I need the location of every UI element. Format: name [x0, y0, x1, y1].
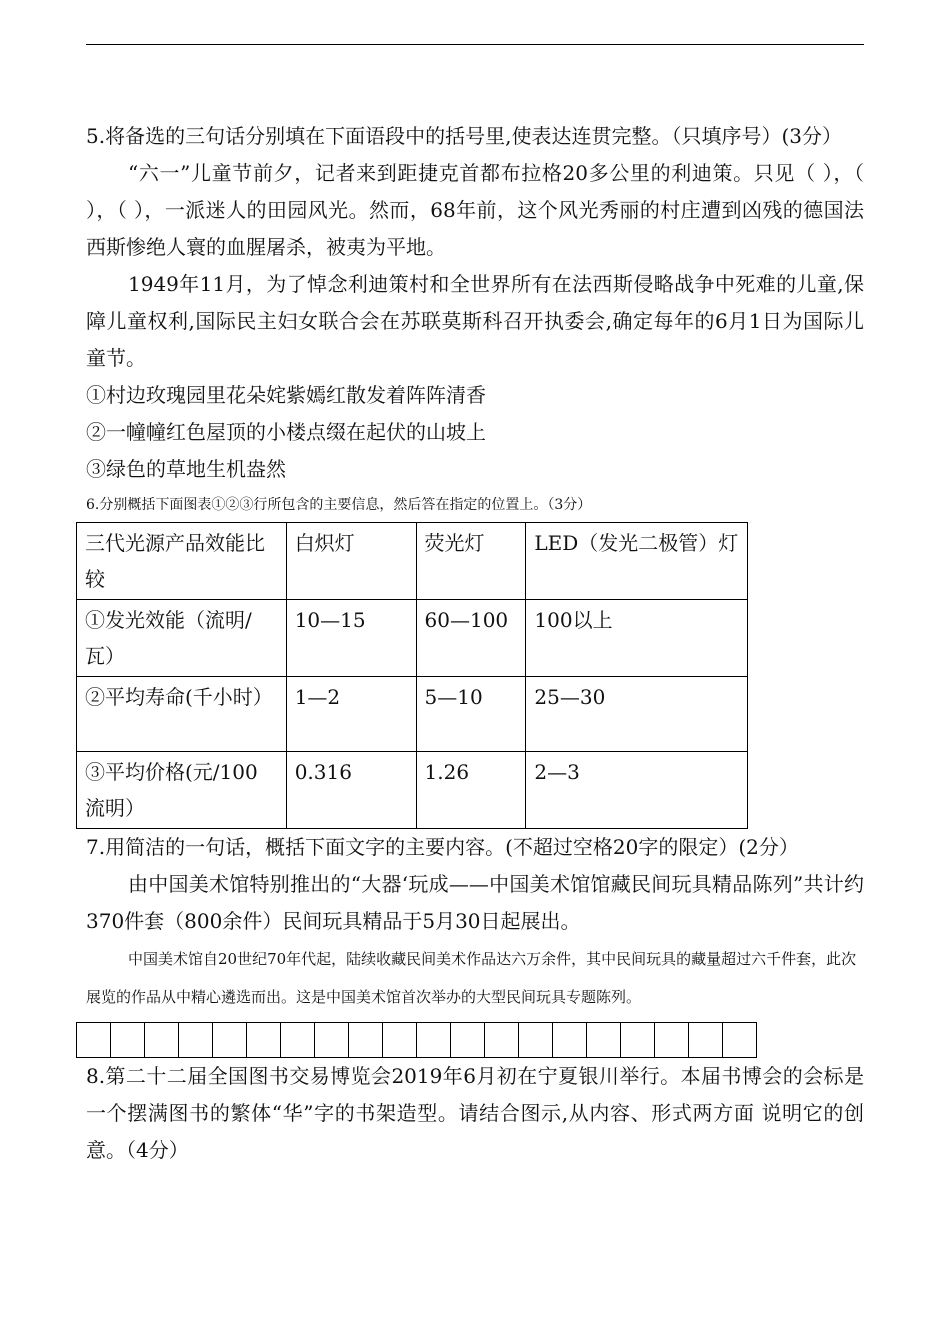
- q6-heading: 6.分别概括下面图表①②③行所包含的主要信息，然后答在指定的位置上。（3分）: [86, 497, 592, 513]
- exam-page: [86, 118, 864, 1169]
- table-row: [77, 677, 748, 752]
- table-cell: 三代光源产品效能比较: [77, 523, 287, 600]
- table-cell: 25—30: [526, 677, 748, 752]
- answer-cell[interactable]: [552, 1022, 587, 1058]
- answer-cell[interactable]: [450, 1022, 485, 1058]
- answer-cell[interactable]: [280, 1022, 315, 1058]
- table-row: [77, 752, 748, 829]
- table-cell: LED（发光二极管）灯: [526, 523, 748, 600]
- table-cell: 0.316: [286, 752, 416, 829]
- answer-cell[interactable]: [76, 1022, 111, 1058]
- answer-cell[interactable]: [416, 1022, 451, 1058]
- answer-cell[interactable]: [620, 1022, 655, 1058]
- answer-cell[interactable]: [722, 1022, 757, 1058]
- q5-option-2: ②一幢幢红色屋顶的小楼点缀在起伏的山坡上: [86, 420, 486, 444]
- table-cell: 1.26: [416, 752, 526, 829]
- table-cell: 10—15: [286, 600, 416, 677]
- table-row: [77, 600, 748, 677]
- table-header-row: [77, 523, 748, 600]
- answer-cell[interactable]: [212, 1022, 247, 1058]
- q5-paragraph-2: 1949年11月，为了悼念利迪策村和全世界所有在法西斯侵略战争中死难的儿童,保障儿童权利,国际民主妇女联合会在苏联莫斯科召开执委会,确定每年的6月1日为国际儿童节。: [86, 272, 864, 370]
- q5-heading: 5.将备选的三句话分别填在下面语段中的括号里,使表达连贯完整。（只填序号）(3分）: [86, 124, 842, 148]
- table-cell: ②平均寿命(千小时）: [77, 677, 287, 752]
- answer-grid: [76, 1022, 864, 1058]
- table-cell: 5—10: [416, 677, 526, 752]
- table-cell: 1—2: [286, 677, 416, 752]
- table-cell: ③平均价格(元/100流明）: [77, 752, 287, 829]
- q8-heading: 8.第二十二届全国图书交易博览会2019年6月初在宁夏银川举行。本届书博会的会标是一个摆满图书的繁体“华”字的书架造型。请结合图示,从内容、形式两方面 说明它的创意。（4分）: [86, 1064, 864, 1162]
- table-cell: 荧光灯: [416, 523, 526, 600]
- answer-cell[interactable]: [382, 1022, 417, 1058]
- efficiency-table: [76, 522, 748, 829]
- answer-cell[interactable]: [144, 1022, 179, 1058]
- answer-cell[interactable]: [314, 1022, 349, 1058]
- q7-paragraph-1: 由中国美术馆特别推出的“大器‘玩成——中国美术馆馆藏民间玩具精品陈列”共计约370件套（800余件）民间玩具精品于5月30日起展出。: [86, 872, 864, 933]
- answer-cell[interactable]: [518, 1022, 553, 1058]
- table-cell: 白炽灯: [286, 523, 416, 600]
- answer-cell[interactable]: [348, 1022, 383, 1058]
- table-cell: ①发光效能（流明/瓦）: [77, 600, 287, 677]
- answer-cell[interactable]: [688, 1022, 723, 1058]
- q5-paragraph-1: “六一”儿童节前夕，记者来到距捷克首都布拉格20多公里的利迪策。只见（ ），（ ），（ ），一派迷人的田园风光。然而，68年前，这个风光秀丽的村庄遭到凶残的德国法西斯惨绝人寰的血腥屠杀，被夷为平地。: [86, 161, 864, 259]
- answer-cell[interactable]: [586, 1022, 621, 1058]
- table-cell: 100以上: [526, 600, 748, 677]
- q5-option-3: ③绿色的草地生机盎然: [86, 457, 286, 481]
- answer-cell[interactable]: [484, 1022, 519, 1058]
- q5-option-1: ①村边玫瑰园里花朵姹紫嫣红散发着阵阵清香: [86, 383, 486, 407]
- answer-cell[interactable]: [110, 1022, 145, 1058]
- answer-cell[interactable]: [654, 1022, 689, 1058]
- q7-heading: 7.用简洁的一句话，概括下面文字的主要内容。(不超过空格20字的限定）(2分）: [86, 835, 799, 859]
- answer-cell[interactable]: [178, 1022, 213, 1058]
- q7-paragraph-2: 中国美术馆自20世纪70年代起，陆续收藏民间美术作品达六万余件，其中民间玩具的藏量超过六千件套，此次展览的作品从中精心遴选而出。这是中国美术馆首次举办的大型民间玩具专题陈列。: [86, 950, 857, 1006]
- table-cell: 2—3: [526, 752, 748, 829]
- answer-cell[interactable]: [246, 1022, 281, 1058]
- table-cell: 60—100: [416, 600, 526, 677]
- header-rule: [86, 44, 864, 45]
